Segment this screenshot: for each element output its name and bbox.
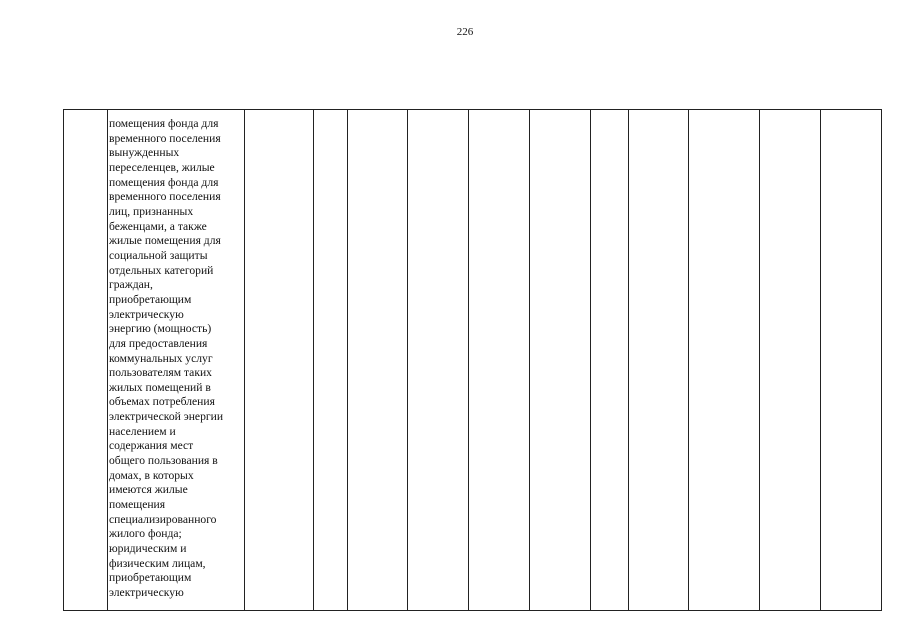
description-line: юридическим и <box>109 542 187 556</box>
column-divider <box>107 110 108 610</box>
column-divider <box>244 110 245 610</box>
description-line: населением и <box>109 424 176 438</box>
description-line: электрическую <box>109 307 184 321</box>
column-divider <box>590 110 591 610</box>
description-line: приобретающим <box>109 292 192 306</box>
description-cell <box>109 117 241 601</box>
column-divider <box>468 110 469 610</box>
description-line: временного поселения <box>109 190 221 204</box>
description-line: жилые помещения для <box>109 234 221 248</box>
description-line: специализированного <box>109 512 217 526</box>
description-line: приобретающим <box>109 571 192 585</box>
description-line: содержания мест <box>109 439 194 453</box>
description-line: электрическую <box>109 586 184 599</box>
description-line: граждан, <box>109 278 153 292</box>
column-divider <box>529 110 530 610</box>
column-divider <box>407 110 408 610</box>
data-table <box>63 109 882 611</box>
description-line: помещения фонда для <box>109 175 219 189</box>
column-divider <box>347 110 348 610</box>
column-divider <box>759 110 760 610</box>
description-line: имеются жилые <box>109 483 188 497</box>
description-line: переселенцев, жилые <box>109 160 215 174</box>
description-line: временного поселения <box>109 131 221 145</box>
description-line: энергию (мощность) <box>109 322 212 336</box>
description-line: вынужденных <box>109 146 180 160</box>
description-line: жилого фонда; <box>109 527 182 541</box>
description-line: пользователям таких <box>109 366 212 380</box>
description-line: помещения фонда для <box>109 117 219 130</box>
column-divider <box>820 110 821 610</box>
description-line: лиц, признанных <box>109 204 194 218</box>
description-line: коммунальных услуг <box>109 351 213 365</box>
description-line: жилых помещений в <box>109 380 211 394</box>
description-line: физическим лицам, <box>109 556 206 570</box>
description-line: беженцами, а также <box>109 219 207 233</box>
description-line: общего пользования в <box>109 454 218 468</box>
column-divider <box>313 110 314 610</box>
description-line: объемах потребления <box>109 395 215 409</box>
description-line: для предоставления <box>109 336 208 350</box>
description-line: отдельных категорий <box>109 263 214 277</box>
page-number: 226 <box>456 26 474 38</box>
column-divider <box>628 110 629 610</box>
column-divider <box>688 110 689 610</box>
description-line: помещения <box>109 498 166 512</box>
description-line: социальной защиты <box>109 248 208 262</box>
description-line: домах, в которых <box>109 468 194 482</box>
description-line: электрической энергии <box>109 410 224 424</box>
